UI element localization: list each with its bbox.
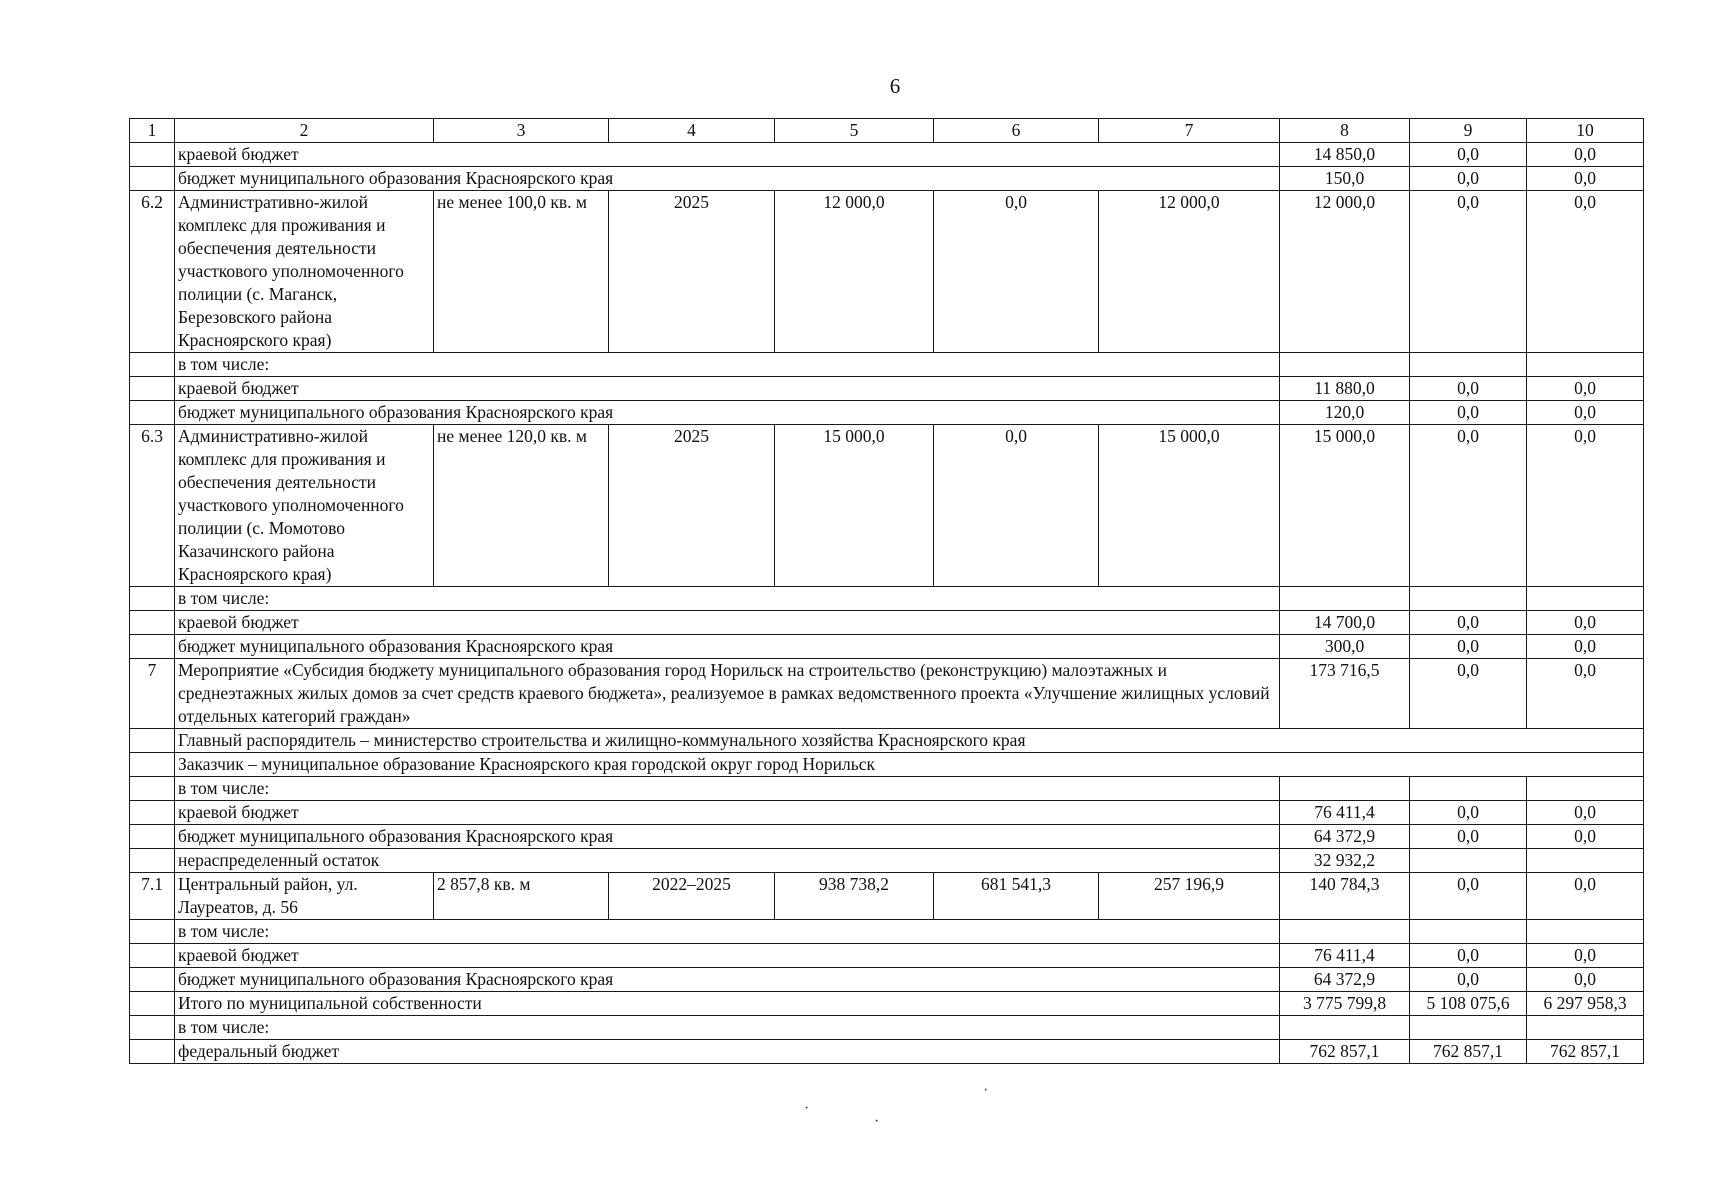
value-col8: 76 411,4 [1280,801,1410,825]
value-col9: 0,0 [1410,659,1527,729]
number-cell [130,167,175,191]
row-label: в том числе: [175,587,1280,611]
value-col9: 0,0 [1410,968,1527,992]
header-cell: 1 [130,119,175,143]
table-body [130,119,1644,1064]
header-cell: 5 [775,119,934,143]
table-row [130,968,1644,992]
object-row [130,191,1644,353]
value-col9: 0,0 [1410,944,1527,968]
number-cell [130,143,175,167]
number-cell [130,353,175,377]
value-col10: 0,0 [1527,659,1644,729]
value-col10: 0,0 [1527,944,1644,968]
value-col10: 0,0 [1527,377,1644,401]
value-col8 [1280,777,1410,801]
header-cell: 9 [1410,119,1527,143]
value-col10 [1527,849,1644,873]
row-label: краевой бюджет [175,944,1280,968]
number-cell [130,611,175,635]
row-label: краевой бюджет [175,143,1280,167]
object-name: Центральный район, ул. Лауреатов, д. 56 [175,873,434,920]
number-cell [130,729,175,753]
value-col10: 0,0 [1527,968,1644,992]
value-col10: 0,0 [1527,801,1644,825]
row-label: краевой бюджет [175,801,1280,825]
value-col9: 762 857,1 [1410,1040,1527,1064]
budget-table [129,118,1644,1064]
value-col8: 11 880,0 [1280,377,1410,401]
value-col8: 300,0 [1280,635,1410,659]
number-cell [130,587,175,611]
value-col9: 0,0 [1410,873,1527,920]
value-col9: 0,0 [1410,425,1527,587]
value-col8 [1280,587,1410,611]
row-label: краевой бюджет [175,377,1280,401]
number-cell [130,1016,175,1040]
value-col9: 0,0 [1410,143,1527,167]
row-label: в том числе: [175,353,1280,377]
header-cell: 2 [175,119,434,143]
number-cell [130,968,175,992]
measure-row [130,659,1644,729]
value-col10: 0,0 [1527,167,1644,191]
value-col10: 6 297 958,3 [1527,992,1644,1016]
table-row [130,849,1644,873]
header-cell: 10 [1527,119,1644,143]
page-number: 6 [889,74,901,98]
row-label: бюджет муниципального образования Красноярского края [175,167,1280,191]
row-label: в том числе: [175,777,1280,801]
row-label: в том числе: [175,920,1280,944]
number-cell [130,753,175,777]
total-row [130,992,1644,1016]
value-col9: 0,0 [1410,825,1527,849]
row-label: в том числе: [175,1016,1280,1040]
row-label: федеральный бюджет [175,1040,1280,1064]
row-label: нераспределенный остаток [175,849,1280,873]
value-col9 [1410,587,1527,611]
value-col7: 12 000,0 [1099,191,1280,353]
table-row [130,143,1644,167]
value-col10: 762 857,1 [1527,1040,1644,1064]
header-cell: 3 [434,119,609,143]
number-cell [130,777,175,801]
value-col10 [1527,777,1644,801]
table-row [130,920,1644,944]
customer-note: Заказчик – муниципальное образование Красноярского края городской округ город Норильск [175,753,1644,777]
table-row [130,753,1644,777]
scan-speck: · [983,1082,989,1099]
value-col8: 140 784,3 [1280,873,1410,920]
object-capacity: 2 857,8 кв. м [434,873,609,920]
value-col9: 0,0 [1410,167,1527,191]
number-cell [130,801,175,825]
table-row [130,635,1644,659]
value-col10: 0,0 [1527,873,1644,920]
construction-years: 2025 [609,191,775,353]
value-col10 [1527,353,1644,377]
value-col9 [1410,849,1527,873]
table-row [130,801,1644,825]
value-col9: 0,0 [1410,611,1527,635]
value-col10: 0,0 [1527,425,1644,587]
value-col8: 120,0 [1280,401,1410,425]
value-col5: 938 738,2 [775,873,934,920]
value-col6: 0,0 [934,425,1099,587]
value-col8: 173 716,5 [1280,659,1410,729]
table-row [130,944,1644,968]
number-cell [130,920,175,944]
value-col9 [1410,1016,1527,1040]
value-col10: 0,0 [1527,635,1644,659]
value-col9 [1410,920,1527,944]
construction-years: 2025 [609,425,775,587]
value-col9: 0,0 [1410,191,1527,353]
value-col8: 15 000,0 [1280,425,1410,587]
value-col9: 0,0 [1410,401,1527,425]
value-col9: 0,0 [1410,801,1527,825]
value-col10: 0,0 [1527,401,1644,425]
construction-years: 2022–2025 [609,873,775,920]
value-col8: 32 932,2 [1280,849,1410,873]
value-col6: 0,0 [934,191,1099,353]
object-row [130,425,1644,587]
table-row [130,611,1644,635]
measure-description: Мероприятие «Субсидия бюджету муниципального образования город Норильск на строительство (реконструкцию) малоэтажных и среднеэтажных жилых домов за счет средств краевого бюджета», реализуемое в рамках ведомственного проекта «Улучшение жилищных условий отдельных категорий граждан» [175,659,1280,729]
number-cell [130,849,175,873]
value-col10: 0,0 [1527,143,1644,167]
number-cell [130,635,175,659]
scan-speck: · [804,1100,810,1117]
number-cell [130,1040,175,1064]
number-cell [130,377,175,401]
item-number: 6.2 [130,191,175,353]
row-label: краевой бюджет [175,611,1280,635]
value-col8: 12 000,0 [1280,191,1410,353]
value-col8 [1280,1016,1410,1040]
value-col7: 257 196,9 [1099,873,1280,920]
header-cell: 4 [609,119,775,143]
value-col10: 0,0 [1527,611,1644,635]
table-row [130,825,1644,849]
value-col10: 0,0 [1527,191,1644,353]
value-col9: 0,0 [1410,635,1527,659]
value-col5: 15 000,0 [775,425,934,587]
value-col8 [1280,353,1410,377]
value-col8: 64 372,9 [1280,968,1410,992]
value-col8: 14 850,0 [1280,143,1410,167]
value-col8: 3 775 799,8 [1280,992,1410,1016]
table-row [130,729,1644,753]
scan-speck: · [874,1113,880,1130]
object-name: Административно-жилой комплекс для проживания и обеспечения деятельности участкового уполномоченного полиции (с. Момотово Казачинского района Красноярского края) [175,425,434,587]
value-col8: 150,0 [1280,167,1410,191]
table-row [130,401,1644,425]
value-col9 [1410,353,1527,377]
value-col8: 762 857,1 [1280,1040,1410,1064]
object-capacity: не менее 120,0 кв. м [434,425,609,587]
row-label: Итого по муниципальной собственности [175,992,1280,1016]
value-col8: 76 411,4 [1280,944,1410,968]
value-col9: 5 108 075,6 [1410,992,1527,1016]
value-col5: 12 000,0 [775,191,934,353]
value-col8 [1280,920,1410,944]
number-cell [130,825,175,849]
item-number: 6.3 [130,425,175,587]
object-capacity: не менее 100,0 кв. м [434,191,609,353]
value-col9: 0,0 [1410,377,1527,401]
value-col10: 0,0 [1527,825,1644,849]
value-col10 [1527,587,1644,611]
row-label: бюджет муниципального образования Красноярского края [175,635,1280,659]
table-row [130,377,1644,401]
item-number: 7 [130,659,175,729]
table-row [130,1040,1644,1064]
main-manager-note: Главный распорядитель – министерство строительства и жилищно-коммунального хозяйства Красноярского края [175,729,1644,753]
row-label: бюджет муниципального образования Красноярского края [175,401,1280,425]
number-cell [130,401,175,425]
table-row [130,353,1644,377]
number-cell [130,992,175,1016]
value-col8: 14 700,0 [1280,611,1410,635]
table-row [130,777,1644,801]
header-cell: 7 [1099,119,1280,143]
object-name: Административно-жилой комплекс для проживания и обеспечения деятельности участкового уполномоченного полиции (с. Маганск, Березовского района Красноярского края) [175,191,434,353]
value-col9 [1410,777,1527,801]
row-label: бюджет муниципального образования Красноярского края [175,968,1280,992]
table-row [130,587,1644,611]
object-row [130,873,1644,920]
value-col10 [1527,1016,1644,1040]
header-cell: 8 [1280,119,1410,143]
value-col6: 681 541,3 [934,873,1099,920]
number-cell [130,944,175,968]
table-row [130,1016,1644,1040]
table-header-row [130,119,1644,143]
header-cell: 6 [934,119,1099,143]
item-number: 7.1 [130,873,175,920]
value-col10 [1527,920,1644,944]
value-col8: 64 372,9 [1280,825,1410,849]
row-label: бюджет муниципального образования Красноярского края [175,825,1280,849]
table-row [130,167,1644,191]
value-col7: 15 000,0 [1099,425,1280,587]
